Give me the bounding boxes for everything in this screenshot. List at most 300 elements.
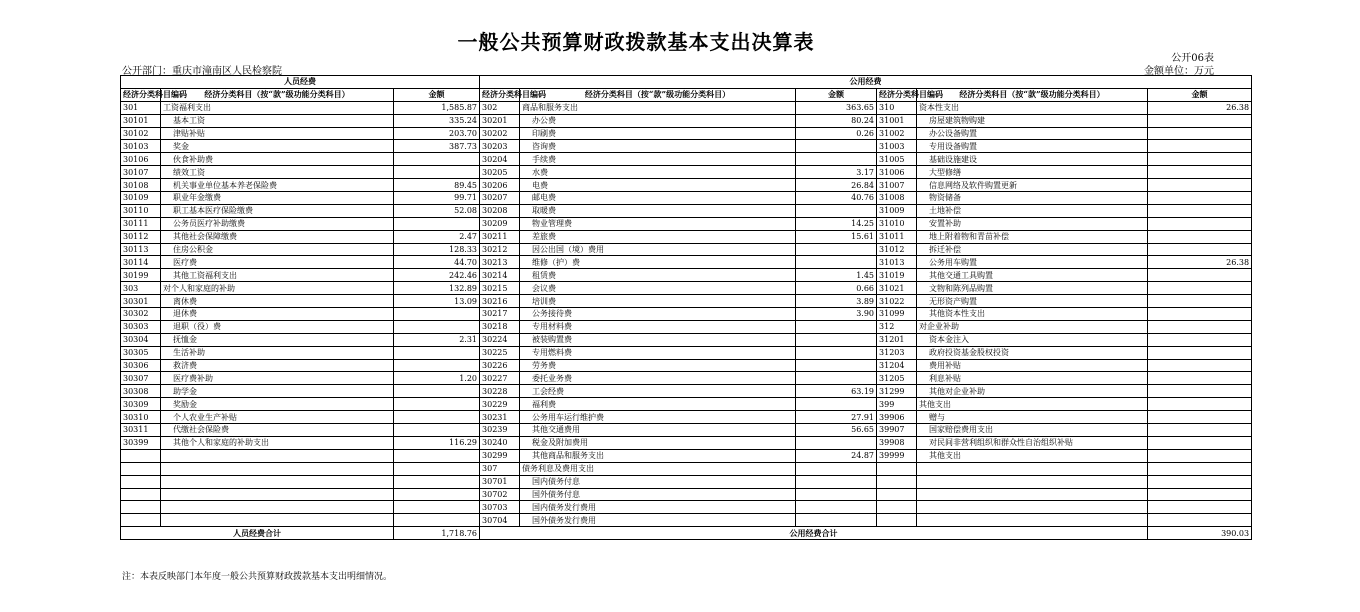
- cell-amount: 0.26: [796, 127, 877, 140]
- cell-amount: 363.65: [796, 101, 877, 114]
- cell-name: [161, 501, 394, 514]
- cell-code: 307: [480, 462, 520, 475]
- table-row: [121, 153, 1252, 166]
- cell-name: 地上附着物和青苗补偿: [917, 230, 1148, 243]
- cell-name: 公务接待费: [520, 308, 796, 321]
- cell-name: 拆迁补偿: [917, 243, 1148, 256]
- cell-name: 代缴社会保险费: [161, 424, 394, 437]
- table-row: [121, 256, 1252, 269]
- cell-code: 30206: [480, 179, 520, 192]
- cell-name: 电费: [520, 179, 796, 192]
- cell-amount: [1148, 359, 1252, 372]
- cell-name: 资本金注入: [917, 333, 1148, 346]
- cell-code: 30111: [121, 217, 161, 230]
- cell-amount: 1.20: [394, 372, 480, 385]
- cell-amount: [1148, 295, 1252, 308]
- cell-amount: [394, 449, 480, 462]
- cell-amount: [394, 217, 480, 230]
- cell-code: 30202: [480, 127, 520, 140]
- cell-code: 31002: [877, 127, 917, 140]
- cell-amount: [796, 372, 877, 385]
- cell-amount: [796, 346, 877, 359]
- cell-name: 土地补偿: [917, 204, 1148, 217]
- cell-name: 税金及附加费用: [520, 436, 796, 449]
- cell-amount: [394, 475, 480, 488]
- cell-amount: 2.47: [394, 230, 480, 243]
- cell-amount: 80.24: [796, 114, 877, 127]
- cell-amount: 335.24: [394, 114, 480, 127]
- cell-amount: [1148, 140, 1252, 153]
- table-row: [121, 166, 1252, 179]
- cell-amount: [1148, 269, 1252, 282]
- cell-amount: [1148, 153, 1252, 166]
- cell-name: 伙食补助费: [161, 153, 394, 166]
- cell-name: 手续费: [520, 153, 796, 166]
- cell-code: 31019: [877, 269, 917, 282]
- public-total-value: 390.03: [1148, 527, 1252, 540]
- cell-amount: 89.45: [394, 179, 480, 192]
- cell-name: 奖金: [161, 140, 394, 153]
- group-header-public: 公用经费: [480, 76, 1252, 89]
- cell-code: 30231: [480, 411, 520, 424]
- cell-amount: [1148, 308, 1252, 321]
- cell-name: 医疗费: [161, 256, 394, 269]
- cell-amount: [1148, 230, 1252, 243]
- cell-amount: [796, 462, 877, 475]
- cell-amount: [796, 436, 877, 449]
- cell-name: 房屋建筑物购建: [917, 114, 1148, 127]
- cell-name: 文物和陈列品购置: [917, 282, 1148, 295]
- cell-code: 39906: [877, 411, 917, 424]
- cell-name: [917, 462, 1148, 475]
- cell-name: [917, 488, 1148, 501]
- cell-name: 资本性支出: [917, 101, 1148, 114]
- table-row: [121, 192, 1252, 205]
- cell-code: 39908: [877, 436, 917, 449]
- cell-name: 办公设备购置: [917, 127, 1148, 140]
- cell-code: 303: [121, 282, 161, 295]
- cell-amount: 3.90: [796, 308, 877, 321]
- cell-name: 专用材料费: [520, 320, 796, 333]
- cell-code: 30305: [121, 346, 161, 359]
- cell-amount: [394, 501, 480, 514]
- cell-amount: [1148, 385, 1252, 398]
- table-row: [121, 475, 1252, 488]
- cell-amount: [1148, 333, 1252, 346]
- cell-code: 30209: [480, 217, 520, 230]
- table-row: [121, 127, 1252, 140]
- cell-code: [121, 514, 161, 527]
- cell-name: 政府投资基金股权投资: [917, 346, 1148, 359]
- cell-code: [121, 475, 161, 488]
- cell-amount: 203.70: [394, 127, 480, 140]
- cell-amount: [1148, 217, 1252, 230]
- cell-name: [161, 462, 394, 475]
- cell-name: 助学金: [161, 385, 394, 398]
- cell-amount: [394, 488, 480, 501]
- cell-amount: 52.08: [394, 204, 480, 217]
- cell-code: 30201: [480, 114, 520, 127]
- cell-amount: 387.73: [394, 140, 480, 153]
- cell-code: 31005: [877, 153, 917, 166]
- cell-code: 31099: [877, 308, 917, 321]
- cell-amount: [796, 140, 877, 153]
- cell-amount: [1148, 514, 1252, 527]
- cell-amount: [1148, 436, 1252, 449]
- cell-name: 其他个人和家庭的补助支出: [161, 436, 394, 449]
- cell-name: [161, 514, 394, 527]
- cell-code: 312: [877, 320, 917, 333]
- cell-code: 30212: [480, 243, 520, 256]
- cell-code: 30304: [121, 333, 161, 346]
- cell-name: 基本工资: [161, 114, 394, 127]
- cell-amount: 14.25: [796, 217, 877, 230]
- cell-name: 安置补助: [917, 217, 1148, 230]
- cell-code: 30309: [121, 398, 161, 411]
- table-row: [121, 398, 1252, 411]
- cell-name: 专用设备购置: [917, 140, 1148, 153]
- table-row: [121, 436, 1252, 449]
- cell-code: 30109: [121, 192, 161, 205]
- table-row: [121, 140, 1252, 153]
- amount-unit-label: 金额单位：万元: [1144, 66, 1214, 77]
- cell-amount: [1148, 501, 1252, 514]
- cell-amount: [1148, 398, 1252, 411]
- cell-amount: [1148, 449, 1252, 462]
- cell-code: 39999: [877, 449, 917, 462]
- cell-name: 维修（护）费: [520, 256, 796, 269]
- cell-code: 31006: [877, 166, 917, 179]
- cell-code: 31007: [877, 179, 917, 192]
- cell-code: 30208: [480, 204, 520, 217]
- cell-amount: [394, 320, 480, 333]
- cell-code: 30310: [121, 411, 161, 424]
- cell-code: 30211: [480, 230, 520, 243]
- table-row: [121, 295, 1252, 308]
- col-header-amount: 金额: [394, 88, 480, 101]
- table-row: [121, 308, 1252, 321]
- cell-code: 30302: [121, 308, 161, 321]
- cell-name: [161, 449, 394, 462]
- table-row: [121, 385, 1252, 398]
- cell-name: 大型修缮: [917, 166, 1148, 179]
- cell-amount: 132.89: [394, 282, 480, 295]
- cell-amount: [796, 204, 877, 217]
- cell-amount: [394, 424, 480, 437]
- table-row: [121, 230, 1252, 243]
- personnel-total-label: 人员经费合计: [121, 527, 394, 540]
- cell-code: [877, 475, 917, 488]
- col-header-name: 经济分类科目（按“款”级功能分类科目）: [161, 88, 394, 101]
- cell-code: 39907: [877, 424, 917, 437]
- cell-amount: 242.46: [394, 269, 480, 282]
- cell-amount: [796, 359, 877, 372]
- cell-name: 会议费: [520, 282, 796, 295]
- cell-amount: [1148, 462, 1252, 475]
- table-row: [121, 411, 1252, 424]
- cell-name: 利息补贴: [917, 372, 1148, 385]
- table-row: [121, 243, 1252, 256]
- cell-name: 劳务费: [520, 359, 796, 372]
- cell-name: 专用燃料费: [520, 346, 796, 359]
- cell-code: 30301: [121, 295, 161, 308]
- cell-name: 债务利息及费用支出: [520, 462, 796, 475]
- cell-code: 31008: [877, 192, 917, 205]
- cell-code: 30399: [121, 436, 161, 449]
- table-row: [121, 346, 1252, 359]
- cell-name: 其他对企业补助: [917, 385, 1148, 398]
- cell-code: 30215: [480, 282, 520, 295]
- cell-name: [161, 488, 394, 501]
- table-row: [121, 424, 1252, 437]
- table-row: [121, 488, 1252, 501]
- table-row: [121, 333, 1252, 346]
- col-header-amount: 金额: [796, 88, 877, 101]
- cell-amount: [1148, 192, 1252, 205]
- col-header-name: 经济分类科目（按“款”级功能分类科目）: [520, 88, 796, 101]
- cell-name: 公务员医疗补助缴费: [161, 217, 394, 230]
- cell-code: [877, 462, 917, 475]
- cell-code: [121, 462, 161, 475]
- cell-amount: 24.87: [796, 449, 877, 462]
- table-body: [121, 101, 1252, 526]
- cell-code: 31022: [877, 295, 917, 308]
- cell-amount: [1148, 320, 1252, 333]
- cell-code: 30205: [480, 166, 520, 179]
- table-row: [121, 372, 1252, 385]
- cell-code: 30308: [121, 385, 161, 398]
- cell-code: 31013: [877, 256, 917, 269]
- cell-amount: [394, 411, 480, 424]
- cell-amount: 1,585.87: [394, 101, 480, 114]
- cell-name: 赠与: [917, 411, 1148, 424]
- cell-code: 30306: [121, 359, 161, 372]
- cell-code: [121, 488, 161, 501]
- cell-code: 31203: [877, 346, 917, 359]
- cell-name: 个人农业生产补贴: [161, 411, 394, 424]
- cell-amount: [1148, 179, 1252, 192]
- cell-name: 国内债务付息: [520, 475, 796, 488]
- cell-amount: [394, 153, 480, 166]
- cell-amount: [796, 256, 877, 269]
- cell-name: 取暖费: [520, 204, 796, 217]
- cell-code: 30107: [121, 166, 161, 179]
- cell-amount: 128.33: [394, 243, 480, 256]
- cell-amount: [796, 475, 877, 488]
- cell-name: 租赁费: [520, 269, 796, 282]
- cell-name: 对企业补助: [917, 320, 1148, 333]
- cell-name: 被装购置费: [520, 333, 796, 346]
- cell-name: 职工基本医疗保险缴费: [161, 204, 394, 217]
- cell-amount: 99.71: [394, 192, 480, 205]
- cell-name: 信息网络及软件购置更新: [917, 179, 1148, 192]
- cell-code: 30199: [121, 269, 161, 282]
- cell-amount: 27.91: [796, 411, 877, 424]
- cell-name: 其他资本性支出: [917, 308, 1148, 321]
- cell-amount: [1148, 372, 1252, 385]
- cell-code: 30225: [480, 346, 520, 359]
- cell-amount: [796, 398, 877, 411]
- cell-name: 对个人和家庭的补助: [161, 282, 394, 295]
- cell-amount: [1148, 346, 1252, 359]
- cell-code: 30239: [480, 424, 520, 437]
- table-row: [121, 282, 1252, 295]
- cell-name: 退休费: [161, 308, 394, 321]
- table-row: [121, 462, 1252, 475]
- col-header-amount: 金额: [1148, 88, 1252, 101]
- cell-name: 其他社会保障缴费: [161, 230, 394, 243]
- cell-name: 水费: [520, 166, 796, 179]
- cell-name: [917, 475, 1148, 488]
- cell-amount: [1148, 282, 1252, 295]
- table-row: [121, 217, 1252, 230]
- expenditure-table: [120, 75, 1252, 540]
- cell-amount: [394, 398, 480, 411]
- cell-amount: 1.45: [796, 269, 877, 282]
- cell-code: 30106: [121, 153, 161, 166]
- cell-name: 生活补助: [161, 346, 394, 359]
- cell-amount: [1148, 488, 1252, 501]
- cell-name: 福利费: [520, 398, 796, 411]
- cell-name: 公务用车运行维护费: [520, 411, 796, 424]
- cell-name: 退职（役）费: [161, 320, 394, 333]
- cell-amount: [1148, 475, 1252, 488]
- table-row: [121, 179, 1252, 192]
- cell-name: 奖励金: [161, 398, 394, 411]
- cell-name: 培训费: [520, 295, 796, 308]
- table-row: [121, 320, 1252, 333]
- cell-code: 30227: [480, 372, 520, 385]
- cell-code: 30213: [480, 256, 520, 269]
- cell-name: 其他工资福利支出: [161, 269, 394, 282]
- cell-amount: 63.19: [796, 385, 877, 398]
- cell-amount: [1148, 424, 1252, 437]
- cell-name: 商品和服务支出: [520, 101, 796, 114]
- cell-code: 31011: [877, 230, 917, 243]
- cell-name: [917, 501, 1148, 514]
- cell-amount: [394, 462, 480, 475]
- cell-code: 30103: [121, 140, 161, 153]
- page-title: 一般公共预算财政拨款基本支出决算表: [457, 30, 815, 54]
- cell-code: 30214: [480, 269, 520, 282]
- cell-name: 其他交通工具购置: [917, 269, 1148, 282]
- cell-amount: 116.29: [394, 436, 480, 449]
- cell-name: 住房公积金: [161, 243, 394, 256]
- cell-code: 30701: [480, 475, 520, 488]
- cell-name: [161, 475, 394, 488]
- cell-code: 30703: [480, 501, 520, 514]
- cell-amount: [394, 308, 480, 321]
- cell-amount: [796, 243, 877, 256]
- cell-name: 咨询费: [520, 140, 796, 153]
- cell-name: 基础设施建设: [917, 153, 1148, 166]
- cell-amount: [796, 501, 877, 514]
- cell-amount: [1148, 204, 1252, 217]
- cell-amount: 3.17: [796, 166, 877, 179]
- footnote: 注：本表反映部门本年度一般公共预算财政拨款基本支出明细情况。: [122, 572, 393, 582]
- cell-code: 301: [121, 101, 161, 114]
- cell-name: 抚恤金: [161, 333, 394, 346]
- cell-amount: [1148, 411, 1252, 424]
- cell-amount: 13.09: [394, 295, 480, 308]
- cell-name: 离休费: [161, 295, 394, 308]
- cell-name: 津贴补贴: [161, 127, 394, 140]
- cell-code: [121, 501, 161, 514]
- cell-amount: 0.66: [796, 282, 877, 295]
- col-header-code: 经济分类科目编码: [480, 88, 520, 101]
- cell-code: 31021: [877, 282, 917, 295]
- table-row: [121, 204, 1252, 217]
- cell-code: 30112: [121, 230, 161, 243]
- cell-code: 399: [877, 398, 917, 411]
- cell-code: 30113: [121, 243, 161, 256]
- cell-code: 31204: [877, 359, 917, 372]
- cell-name: 委托业务费: [520, 372, 796, 385]
- cell-name: 救济费: [161, 359, 394, 372]
- cell-name: 绩效工资: [161, 166, 394, 179]
- cell-code: 30228: [480, 385, 520, 398]
- cell-name: 差旅费: [520, 230, 796, 243]
- cell-code: [877, 501, 917, 514]
- cell-amount: 2.31: [394, 333, 480, 346]
- cell-name: 对民间非营利组织和群众性自治组织补贴: [917, 436, 1148, 449]
- cell-code: [877, 514, 917, 527]
- cell-code: 30303: [121, 320, 161, 333]
- cell-amount: [394, 166, 480, 179]
- cell-code: 30218: [480, 320, 520, 333]
- cell-code: 31201: [877, 333, 917, 346]
- cell-code: 30110: [121, 204, 161, 217]
- totals-row: [121, 527, 1252, 540]
- cell-amount: [394, 385, 480, 398]
- cell-name: 其他商品和服务支出: [520, 449, 796, 462]
- cell-name: 国外债务发行费用: [520, 514, 796, 527]
- table-row: [121, 114, 1252, 127]
- cell-name: 其他交通费用: [520, 424, 796, 437]
- form-number: 公开06表: [1171, 53, 1214, 64]
- cell-code: 30229: [480, 398, 520, 411]
- cell-name: 其他支出: [917, 449, 1148, 462]
- cell-code: 310: [877, 101, 917, 114]
- cell-amount: 3.89: [796, 295, 877, 308]
- cell-code: 30311: [121, 424, 161, 437]
- cell-name: 公务用车购置: [917, 256, 1148, 269]
- cell-name: 物业管理费: [520, 217, 796, 230]
- cell-amount: [394, 359, 480, 372]
- cell-code: 31001: [877, 114, 917, 127]
- cell-amount: 26.38: [1148, 256, 1252, 269]
- cell-name: 其他支出: [917, 398, 1148, 411]
- public-total-label: 公用经费合计: [480, 527, 1148, 540]
- cell-name: 工资福利支出: [161, 101, 394, 114]
- cell-name: 医疗费补助: [161, 372, 394, 385]
- cell-name: 国家赔偿费用支出: [917, 424, 1148, 437]
- cell-code: 30240: [480, 436, 520, 449]
- cell-code: 31012: [877, 243, 917, 256]
- cell-code: 30216: [480, 295, 520, 308]
- cell-name: 机关事业单位基本养老保险费: [161, 179, 394, 192]
- cell-code: 30702: [480, 488, 520, 501]
- cell-amount: 44.70: [394, 256, 480, 269]
- table-row: [121, 449, 1252, 462]
- cell-code: 30114: [121, 256, 161, 269]
- cell-amount: 56.65: [796, 424, 877, 437]
- cell-code: 30204: [480, 153, 520, 166]
- table-row: [121, 101, 1252, 114]
- table-row: [121, 501, 1252, 514]
- cell-name: 因公出国（境）费用: [520, 243, 796, 256]
- cell-amount: [1148, 127, 1252, 140]
